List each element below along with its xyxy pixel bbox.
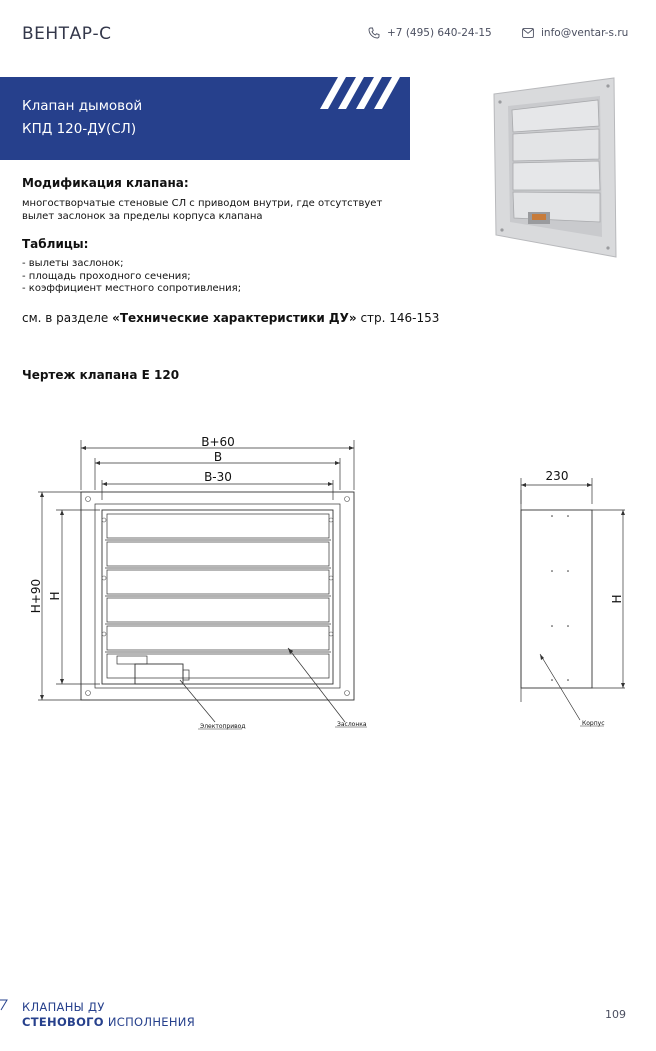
drawing-title: Чертеж клапана Е 120 (22, 368, 180, 382)
product-title-line2: КПД 120-ДУ(СЛ) (22, 121, 137, 137)
header-email[interactable] (522, 27, 628, 39)
list-item: - вылеты заслонок; (22, 258, 124, 269)
modification-title: Модификация клапана: (22, 176, 189, 190)
tables-title: Таблицы: (22, 237, 89, 251)
label-damper: Заслонка (337, 721, 367, 728)
label-body: Корпус (582, 720, 605, 727)
page-number: 109 (605, 1008, 626, 1021)
modification-description (22, 198, 382, 223)
brand-logo-text: ВЕНТАР-С (22, 24, 112, 44)
footer-line2-bold: СТЕНОВОГО (22, 1015, 104, 1029)
reference-pages: стр. 146-153 (356, 311, 440, 325)
list-item: - площадь проходного сечения; (22, 270, 191, 282)
footer-line2-rest: ИСПОЛНЕНИЯ (103, 1015, 195, 1029)
dim-label-b60: B+60 (201, 435, 235, 449)
product-title-line1: Клапан дымовой (22, 98, 143, 114)
modification-line: вылет заслонок за пределы корпуса клапана (22, 210, 263, 222)
dim-label-h-side: H (610, 594, 624, 604)
reference-prefix: см. в разделе (22, 311, 113, 325)
header-phone[interactable] (368, 27, 492, 39)
side-view-drawing (500, 460, 640, 730)
envelope-icon (522, 28, 534, 38)
email-address: info@ventar-s.ru (541, 27, 629, 39)
dim-label-b: B (213, 450, 223, 464)
product-photo (488, 72, 620, 262)
dim-label-h: H (48, 591, 62, 601)
phone-icon (368, 27, 380, 39)
stripes-decoration (318, 77, 410, 117)
footer-corner-mark (0, 998, 10, 1012)
modification-line: многостворчатые стеновые СЛ с приводом внутри, где отсутствует (22, 198, 383, 209)
dim-label-h90: H+90 (29, 578, 43, 614)
tables-list (22, 258, 241, 296)
dim-label-230: 230 (545, 469, 569, 483)
reference-section-link[interactable]: «Технические характеристики ДУ» (112, 311, 357, 325)
footer-line1: КЛАПАНЫ ДУ (22, 1000, 105, 1014)
dim-label-b30: B-30 (204, 470, 232, 484)
phone-number: +7 (495) 640-24-15 (387, 27, 492, 39)
footer-section-title (22, 1000, 195, 1030)
product-title-banner (0, 77, 410, 160)
front-view-drawing (0, 430, 380, 740)
reference-text (22, 311, 439, 325)
list-item: - коэффициент местного сопротивления; (22, 283, 242, 295)
label-actuator: Электопривод (200, 723, 246, 730)
